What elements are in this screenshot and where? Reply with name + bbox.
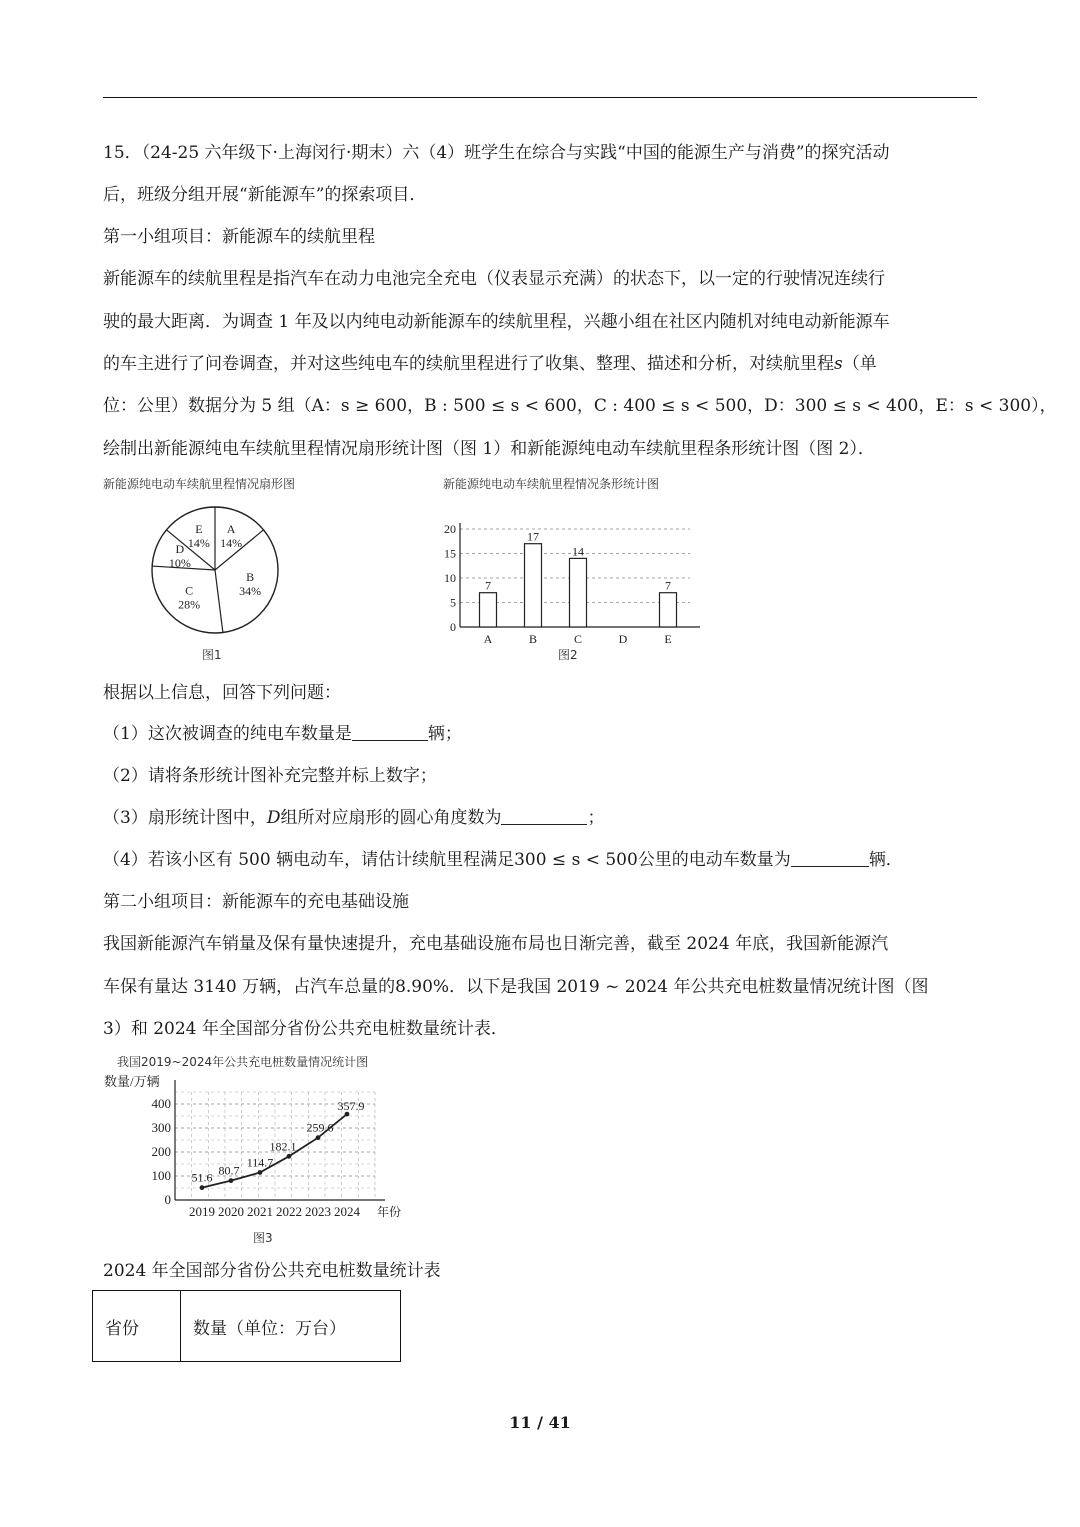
fig3-title: 我国2019~2024年公共充电桩数量情况统计图 (117, 1055, 369, 1069)
question-line-1: 15．（24-25 六年级下·上海闵行·期末）六（4）班学生在综合与实践“中国的能源生产与消费”的探究活动 (103, 143, 890, 163)
line-value-label-2022: 182.1 (269, 1139, 297, 1154)
header-province: 省份 (93, 1291, 181, 1362)
group2-title: 第二小组项目：新能源车的充电基础设施 (103, 892, 409, 912)
line-xtick-label-2020: 2020 (218, 1204, 244, 1219)
fig1-caption: 图1 (202, 648, 222, 662)
q4-text-a: （4）若该小区有 500 辆电动车，请估计续航里程满足 (103, 850, 515, 870)
line-xtick-label-2019: 2019 (189, 1204, 215, 1219)
line-ytick-label: 300 (151, 1120, 171, 1135)
pie-label-c: C (185, 583, 194, 598)
para1-line-3 (103, 353, 877, 375)
pie-label-e: E (195, 521, 203, 536)
line-value-label-2021: 114.7 (246, 1155, 274, 1170)
bar-category-label-d: D (618, 632, 628, 646)
fig3-caption: 图3 (253, 1231, 273, 1245)
sub-question-2: （2）请将条形统计图补充完整并标上数字； (103, 766, 437, 786)
pie-label-d: D (175, 542, 185, 557)
line-point-2019 (200, 1185, 205, 1190)
bar-ytick-label: 5 (450, 595, 456, 610)
line-ylabel: 数量/万辆 (104, 1074, 160, 1089)
q3-text-a: （3）扇形统计图中， (103, 808, 267, 828)
bar-e (660, 593, 677, 627)
pie-value-b: 34% (239, 583, 262, 598)
bar-value-label-b: 17 (527, 529, 539, 544)
fig1-title: 新能源纯电动车续航里程情况扇形图 (103, 477, 296, 491)
pie-value-c: 28% (178, 597, 201, 612)
sub-question-3 (103, 807, 604, 829)
q4-inequality: 300 ≤ s < 500 (514, 850, 638, 870)
q1-unit: 辆； (427, 724, 462, 744)
bar-ytick-label: 0 (450, 620, 456, 634)
header-quantity: 数量（单位：万台） (181, 1291, 401, 1362)
q3-answer-blank[interactable] (501, 808, 587, 825)
bar-category-label-c: C (573, 632, 583, 646)
fig2-caption: 图2 (558, 648, 578, 662)
para1-line-2: 驶的最大距离．为调查 1 年及以内纯电动新能源车的续航里程，兴趣小组在社区内随机对纯电动新能源车 (103, 312, 890, 332)
line-xtick-label-2024: 2024 (334, 1204, 360, 1219)
page-number: 11 / 41 (509, 1413, 571, 1432)
q4-text-b: 公里的电动车数量为 (637, 850, 791, 870)
line-ytick-label: 0 (164, 1192, 171, 1207)
bar-b (525, 544, 542, 627)
var-s: s (834, 354, 843, 374)
para2-line-2: 车保有量达 3140 万辆，占汽车总量的8.90%．以下是我国 2019 ~ 2024 年公共充电桩数量情况统计图（图 (103, 977, 929, 997)
q3-text-b: 组所对应扇形的圆心角度数为 (280, 808, 502, 828)
bar-category-label-a: A (483, 632, 493, 646)
para2-line-3: 3）和 2024 年全国部分省份公共充电桩数量统计表． (103, 1019, 508, 1039)
line-xtick-label-2022: 2022 (276, 1204, 302, 1219)
table-header-row (93, 1291, 401, 1362)
pie-value-e: 14% (187, 535, 210, 550)
bar-category-label-e: E (664, 632, 672, 646)
q1-answer-blank[interactable] (352, 724, 428, 741)
line-ytick-label: 100 (151, 1168, 171, 1183)
bar-value-label-c: 14 (572, 544, 584, 559)
bar-category-label-b: B (528, 632, 538, 646)
q4-answer-blank[interactable] (791, 850, 869, 867)
pie-divider (215, 570, 223, 633)
line-xtick-label-2021: 2021 (247, 1204, 273, 1219)
line-value-label-2019: 51.6 (191, 1170, 213, 1185)
line-value-label-2020: 80.7 (218, 1163, 240, 1178)
bar-ytick-label: 20 (444, 522, 456, 536)
bar-ytick-label: 10 (444, 571, 456, 585)
fig2-title: 新能源纯电动车续航里程情况条形统计图 (443, 477, 660, 491)
para1-line-3a: 的车主进行了问卷调查，并对这些纯电车的续航里程进行了收集、整理、描述和分析，对续航里程 (103, 354, 834, 374)
line-value-label-2023: 259.6 (306, 1120, 334, 1135)
line-xtick-label-2023: 2023 (305, 1204, 331, 1219)
para1-line-1: 新能源车的续航里程是指汽车在动力电池完全充电（仪表显示充满）的状态下，以一定的行驶情况连续行 (103, 269, 885, 289)
q1-text: （1）这次被调查的纯电车数量是 (103, 724, 352, 744)
province-table (92, 1290, 401, 1362)
line-point-2020 (229, 1178, 234, 1183)
pie-value-a: 14% (220, 535, 243, 550)
bar-c (570, 558, 587, 627)
var-d: D (266, 808, 281, 828)
question-line-2: 后，班级分组开展“新能源车”的探索项目． (103, 185, 427, 205)
para2-line-1: 我国新能源汽车销量及保有量快速提升，充电基础设施布局也日渐完善，截至 2024 年底，我国新能源汽 (103, 934, 889, 954)
pie-value-d: 10% (168, 556, 191, 571)
line-point-2022 (287, 1154, 292, 1159)
line-point-2023 (316, 1135, 321, 1140)
sub-question-1 (103, 723, 462, 745)
line-chart (100, 1068, 410, 1228)
q3-end: ； (587, 808, 605, 828)
header-rule (103, 97, 977, 98)
bar-value-label-e: 7 (665, 578, 671, 593)
bar-chart (430, 515, 710, 650)
line-xlabel: 年份 (377, 1205, 402, 1219)
bar-value-label-a: 7 (485, 578, 491, 593)
pie-label-a: A (226, 521, 236, 536)
line-point-2021 (258, 1170, 263, 1175)
para1-line-5: 绘制出新能源纯电车续航里程情况扇形统计图（图 1）和新能源纯电动车续航里程条形统计图（图 2）． (103, 439, 875, 459)
pie-chart (140, 495, 290, 645)
q4-unit: 辆． (868, 850, 903, 870)
table-title: 2024 年全国部分省份公共充电桩数量统计表 (103, 1261, 441, 1281)
bar-a (480, 593, 497, 627)
pie-label-b: B (246, 569, 255, 584)
prompt-line: 根据以上信息，回答下列问题： (103, 683, 341, 703)
line-ytick-label: 200 (151, 1144, 171, 1159)
sub-question-4 (103, 849, 903, 871)
bar-ytick-label: 15 (444, 546, 456, 561)
group1-title: 第一小组项目：新能源车的续航里程 (103, 227, 375, 247)
para1-line-4: 位：公里）数据分为 5 组（A：s ≥ 600，B : 500 ≤ s < 600，C : 400 ≤ s < 500，D：300 ≤ s < 400，E：s < 300）， (103, 396, 1057, 416)
line-value-label-2024: 357.9 (337, 1099, 365, 1114)
line-ytick-label: 400 (151, 1096, 171, 1111)
para1-line-3b: （单 (842, 354, 877, 374)
